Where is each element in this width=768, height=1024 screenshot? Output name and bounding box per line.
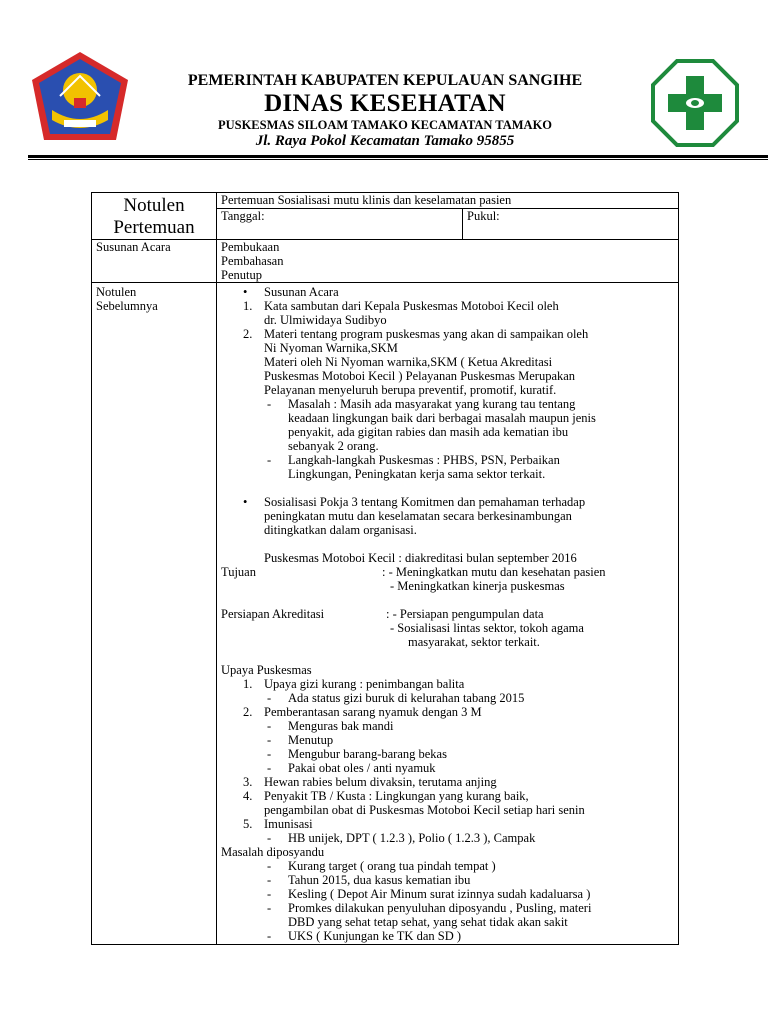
list-item: 4. Penyakit TB / Kusta : Lingkungan yang kurang baik, [243,789,529,803]
minutes-table [91,192,679,945]
section-title: Masalah diposyandu [221,845,325,859]
notes-content: • Susunan Acara 1. Kata sambutan dari Kepala Puskesmas Motoboi Kecil oleh dr. Ulmiwidaya Sudibyo 2. Materi tentang program puskesmas yang akan di sampaikan oleh Ni Nyoman Warnika,SKM Materi oleh Ni Nyoman warnika,SKM ( Ketua Akreditasi Puskesmas Motoboi Kecil ) Pelayanan Puskesmas Merupakan Pelayanan menyeluruh berupa preventif, promotif, kuratif. - Masalah : Masih ada masyarakat yang kurang tau tentang keadaan lingkungan baik dari berbagai masalah maupun jenis penyakit, ada gigitan rabies dan masih ada kematian ibu sebanyak 2 orang. - Langkah-langkah Puskesmas : PHBS, PSN, Perbaikan Lingkungan, Peningkatan kerja sama sektor terkait. • Sosialisasi Pokja 3 tentang Komitmen dan pemahaman terhadap peningkatan mutu dan keselamatan secara berkesinambungan ditingkatkan dalam organisasi. Puskesmas Motoboi Kecil : diakreditasi bulan september 2016 Tujuan : - Meningkatkan mutu dan kesehatan pasien - Meningkatkan kinerja puskesmas Persiapan Akreditasi : - Persiapan pengumpulan data - Sosialisasi lintas sektor, tokoh agama masyarakat, sektor terkait. Upaya Puskesmas 1. Upaya gizi kurang : penimbangan balita - Ada status gizi buruk di kelurahan tabang 2015 2. Pemberantasan sarang nyamuk dengan 3 M - Menguras bak mandi - Menutup - Mengubur barang-barang bekas - Pakai obat oles / anti nyamuk 3. Hewan rabies belum divaksin, terutama anjing 4. Penyakit TB / Kusta : Lingkungan yang kurang baik, pengambilan obat di Puskesmas Motoboi Kecil setiap hari senin 5. Imunisasi - HB unijek, DPT ( 1.2.3 ), Polio ( 1.2.3 ), Campak Masalah diposyandu - Kurang target ( orang tua pindah tempat ) - Tahun 2015, dua kasus kematian ibu - Kesling ( Depot Air Minum surat izinnya sudah kadaluarsa ) - Promkes dilakukan penyuluhan diposyandu , Pusling, materi DBD yang sehat tetap sehat, yang sehat tidak akan sakit - UKS ( Kunjungan ke TK dan SD ) [217,283,679,945]
header-rule-thin [28,159,768,160]
health-cross-icon [650,58,740,148]
goals-row: Tujuan : - Meningkatkan mutu dan kesehatan pasien [221,565,606,579]
notes-row [92,283,679,945]
list-item: 1. Kata sambutan dari Kepala Puskesmas Motoboi Kecil oleh [243,299,559,313]
list-item: - Langkah-langkah Puskesmas : PHBS, PSN, Perbaikan [267,453,560,467]
agenda-items: Pembukaan Pembahasan Penutup [217,240,679,283]
list-item: - Ada status gizi buruk di kelurahan tabang 2015 [267,691,525,705]
list-item: - Menutup [267,733,334,747]
agenda-row [92,240,679,283]
list-item: 5. Imunisasi [243,817,313,831]
list-item: 3. Hewan rabies belum divaksin, terutama anjing [243,775,497,789]
regency-crest-icon [30,50,130,142]
section-title: Upaya Puskesmas [221,663,312,677]
list-item: - UKS ( Kunjungan ke TK dan SD ) [267,929,462,943]
list-item: - Menguras bak mandi [267,719,394,733]
agenda-label: Susunan Acara [92,240,217,283]
list-item: 2. Materi tentang program puskesmas yang akan di sampaikan oleh [243,327,589,341]
list-item: • Sosialisasi Pokja 3 tentang Komitmen dan pemahaman terhadap [243,495,586,509]
puskesmas-name: PUSKESMAS SILOAM TAMAKO KECAMATAN TAMAKO [217,118,553,132]
office-name: DINAS KESEHATAN [264,90,506,117]
list-item: - Masalah : Masih ada masyarakat yang kurang tau tentang [267,397,576,411]
list-item: 2. Pemberantasan sarang nyamuk dengan 3 M [243,705,482,719]
title-row [92,193,679,209]
letterhead [0,0,768,160]
gov-name: PEMERINTAH KABUPATEN KEPULAUAN SANGIHE [187,72,583,89]
list-item: - Pakai obat oles / anti nyamuk [267,761,436,775]
address: Jl. Raya Pokol Kecamatan Tamako 95855 [255,133,515,149]
list-item: - Promkes dilakukan penyuluhan diposyandu , Pusling, materi [267,901,592,915]
list-item: - Kurang target ( orang tua pindah tempat ) [267,859,496,873]
date-field: Tanggal: [217,209,463,240]
list-item: - HB unijek, DPT ( 1.2.3 ), Polio ( 1.2.3 ), Campak [267,831,536,845]
meeting-topic: Pertemuan Sosialisasi mutu klinis dan keselamatan pasien [217,193,679,209]
list-item: • Susunan Acara [243,285,339,299]
list-item: - Kesling ( Depot Air Minum surat izinnya sudah kadaluarsa ) [267,887,591,901]
header-rule [28,155,768,158]
preparation-row: Persiapan Akreditasi : - Persiapan pengumpulan data [221,607,544,621]
time-field: Pukul: [463,209,679,240]
form-title: Notulen Pertemuan [92,193,217,240]
notes-label: Notulen Sebelumnya [92,283,217,945]
list-item: - Mengubur barang-barang bekas [267,747,447,761]
list-item: 1. Upaya gizi kurang : penimbangan balita [243,677,465,691]
list-item: - Tahun 2015, dua kasus kematian ibu [267,873,471,887]
